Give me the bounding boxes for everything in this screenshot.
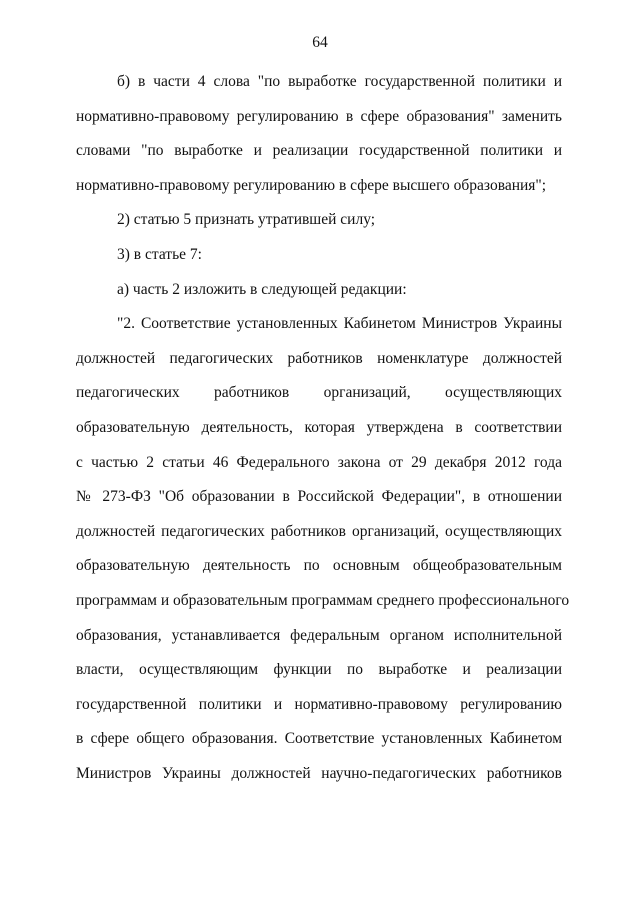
text-line: 2) статью 5 признать утратившей силу;	[117, 211, 376, 229]
text-line: программам и образовательным программам среднего профессионального	[76, 591, 570, 609]
text-line: образовательную деятельность по основным общеобразовательным	[76, 557, 562, 575]
text-line: нормативно-правовому регулированию в сфере высшего образования";	[76, 176, 547, 194]
text-line: с частью 2 статьи 46 Федерального закона от 29 декабря 2012 года	[76, 453, 562, 471]
text-line: № 273-ФЗ "Об образовании в Российской Федерации", в отношении	[76, 488, 562, 506]
document-body	[76, 65, 570, 791]
text-line: а) часть 2 изложить в следующей редакции:	[117, 280, 407, 298]
text-line: образования, устанавливается федеральным органом исполнительной	[76, 626, 562, 644]
text-line: государственной политики и нормативно-правовому регулированию	[76, 695, 562, 713]
text-line: образовательную деятельность, которая утверждена в соответствии	[76, 418, 562, 436]
text-line: Министров Украины должностей научно-педагогических работников	[76, 764, 562, 782]
text-line: власти, осуществляющим функции по выработке и реализации	[76, 661, 562, 679]
text-line: нормативно-правовому регулированию в сфере образования" заменить	[76, 107, 562, 125]
text-line: 3) в статье 7:	[117, 245, 202, 263]
page-number: 64	[312, 34, 328, 51]
text-line: педагогических работников организаций, осуществляющих	[76, 384, 562, 402]
text-line: должностей педагогических работников номенклатуре должностей	[76, 349, 562, 367]
text-line: в сфере общего образования. Соответствие установленных Кабинетом	[76, 730, 562, 748]
text-line: б) в части 4 слова "по выработке государственной политики и	[117, 73, 562, 90]
text-line: должностей педагогических работников организаций, осуществляющих	[76, 522, 562, 540]
text-line: "2. Соответствие установленных Кабинетом Министров Украины	[117, 315, 562, 333]
text-line: словами "по выработке и реализации государственной политики и	[76, 142, 562, 160]
